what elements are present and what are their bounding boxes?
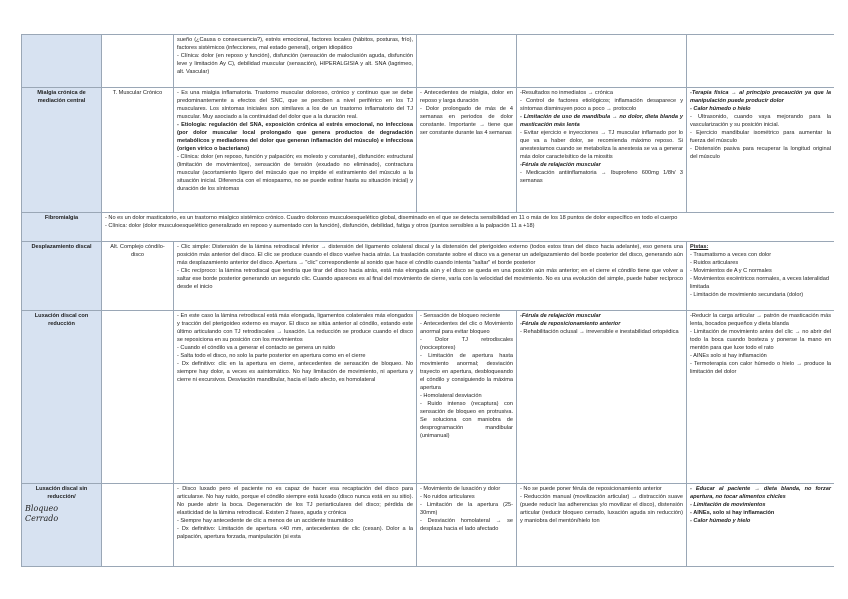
text-line: - Salta todo el disco, no solo la parte posterior en apertura como en el cierre bbox=[177, 353, 366, 359]
text-line: - En este caso la lámina retrodiscal está más elongada, ligamentos colaterales más elongados y tracción del pterigoideo externo es mayor. El disco se sitúa anterior al cóndilo, estando este último articulando con TJ retrodiscales → luxación. La reducción se produce cuando el disco se reposiciona en su posición con los movimientos bbox=[177, 313, 413, 343]
text-line: - Evitar ejercicio e inyecciones → TJ muscular inflamado por lo que va a haber dolor, se recomienda máximo reposo. Si anestesiamos cuando se metaboliza la anestesia se va a generar más dolor caracteísitico de la miositis bbox=[520, 130, 683, 160]
therapy-cell: -Reducir la carga articular → patrón de masticación más lenta, bocados pequeños y dieta blanda - Limitación de movimiento antes del clic → no abrir del todo la boca cuando bosteza y ponerse la mano en mentón para que luxe todo el rato - AINEs solo si hay inflamación - Termoterapia con calor húmedo o hielo → produce la limitación del dolor bbox=[687, 311, 835, 484]
text-line: - Limitación de movimientos bbox=[690, 502, 766, 508]
therapy-cell bbox=[687, 242, 835, 311]
description-cell bbox=[102, 213, 835, 242]
text-line: - Etiología: regulación del SNA, exposición crónica al estrés emocional, no infecciosa (por dolor muscular local prolongado que genera productos de degradación metabólicos y mediadores del dolor que generan inflamación del músculo) e infecciosa (origen vírico o bacteriano) bbox=[177, 122, 413, 152]
text-line: - Disco luxado pero el paciente no es capaz de hacer esa recaptación del disco para articularse. No hay ruido, porque el cóndilo siempre está luxado (disco nunca está en su sitio). No puede abrir la boca. Degeneración de los TJ periarticulares del disco; pérdida de elasticidad de la lámina retrodiscal. Existen 2 fases, aguda y crónica bbox=[177, 486, 413, 516]
text-line: - Cuando el cóndilo va a generar el contacto se genera un ruido bbox=[177, 345, 335, 351]
text-line: - Medicación antiinflamatoria → Ibuprofeno 600mg 1/8h/ 3 semanas bbox=[520, 170, 683, 184]
text-line: sueño (¿Causa o consecuencia?), estrés emocional, factores locales (hábitos, posturas, frío), factores sistémicos (infecciones, mal estado general), origen idiopático bbox=[177, 37, 413, 51]
text-line: - Calor húmedo o hielo bbox=[690, 106, 751, 112]
table-row bbox=[22, 88, 835, 213]
text-line: - Dx definitivo: clic en la apertura en cierre, antecedentes de sensación de bloqueo. No siempre hay dolor, a veces es asintomático. No hay limitación de movimiento, ni apertura y cierre ni excursivos. Desviación mandibular, hacia el lado afecto, es homolateral bbox=[177, 361, 413, 383]
text-line: - Traumatismo a veces con dolor - Ruidos articulares - Movimientos de A y C normales - Movimientos excéntricos normales, a veces lateralidad limitada - Limitación de movimiento secundaria (dolor) bbox=[690, 252, 829, 298]
text-line: - Control de factores etiológicos; inflamación desaparece y síntomas disminuyen poco a poco → protocolo bbox=[520, 98, 683, 112]
text-line: - Clínica: dolor (dolor musculoesquelético generalizado en reposo y aumentado con la función), disfunción, debilidad, fatiga y otros (puntos sensibles a la palpación 11 a +18) bbox=[105, 223, 535, 229]
row-subtitle-cell bbox=[102, 484, 174, 567]
therapy-cell bbox=[687, 88, 835, 213]
text-line: - Ejercicio mandibular isométrico para aumentar la fuerza del músculo bbox=[690, 130, 831, 144]
text-line: Pistas: bbox=[690, 244, 709, 250]
text-line: - Ultrasonido, cuando vaya mejorando para la vascularización y su posición inicial. bbox=[690, 114, 831, 128]
row-title-cell: Desplazamiento discal bbox=[22, 242, 102, 311]
text-line: - Calor húmedo y hielo bbox=[690, 518, 751, 524]
document-page bbox=[21, 34, 834, 594]
diagnosis-cell bbox=[417, 35, 517, 88]
text-line: -Férula de reposicionamiento anterior bbox=[520, 321, 621, 327]
row-subtitle-cell: T. Muscular Crónico bbox=[102, 88, 174, 213]
text-line: - Siempre hay antecedente de clic a menos de un accidente traumático bbox=[177, 518, 354, 524]
text-line: -Férula de relajación muscular bbox=[520, 313, 601, 319]
text-line: - AINEs, solo si hay inflamación bbox=[690, 510, 775, 516]
description-cell bbox=[174, 35, 417, 88]
text-line: - Rehabilitación oclusal → irreversible e inestabilidad ortopédica bbox=[520, 329, 679, 335]
row-title-text: Luxación discal sin reducción/ bbox=[35, 486, 88, 500]
text-line: - No es un dolor masticatorio, es un trastorno mialgico sistémico crónico. Cuadro doloroso musculoesquelético global, diseminado en el que se detecta sensibilidad en 11 o más de los 18 puntos de dolor específico en todo el cuerpo bbox=[105, 215, 678, 221]
handwritten-word: Cerrado bbox=[25, 514, 59, 523]
row-title-cell: Luxación discal con reducción bbox=[22, 311, 102, 484]
text-line: - Es una mialgia inflamatoria. Trastorno muscular doloroso, crónico y continuo que se debe predominantemente a efectos del SNC, que se perciben a nivel periférico en los TJ musculares. Los síntomas iniciales son similares a los de un trastorno inflamatorio del TJ muscular. Muy asociado a la continuidad del dolor que a la duración real. bbox=[177, 90, 413, 120]
tmj-disorders-table bbox=[21, 34, 834, 567]
treatment-cell bbox=[517, 311, 687, 484]
row-title-cell bbox=[22, 484, 102, 567]
description-cell bbox=[174, 484, 417, 567]
text-line: - Distensión pasiva para recuperar la longitud original del músculo bbox=[690, 146, 831, 160]
text-line: -Férula de relajación muscular bbox=[520, 162, 601, 168]
row-subtitle-cell bbox=[102, 311, 174, 484]
text-line: - Limitación de uso de mandíbula → no dolor, dieta blanda y masticación más lenta bbox=[520, 114, 683, 128]
treatment-cell bbox=[517, 88, 687, 213]
treatment-cell: - No se puede poner férula de reposicionamiento anterior - Reducción manual (movilización articular) → distracción suave (puede reducir las adherencias y/o movilizar el disco), distensión articular (reducir bloqueo cerrado, luxación aguda sin reducción) y maniobra del mentón/hielo ton bbox=[517, 484, 687, 567]
row-title-cell: Fibromialgia bbox=[22, 213, 102, 242]
row-title-cell: Mialgia crónica de mediación central bbox=[22, 88, 102, 213]
text-line: - Clic recíproco: la lámina retrodiscal que tendría que tirar del disco hacia atrás, está más elongada aún y el disco se queda en una posición aún más anterior; en el cierre el cóndilo tiene que volver a saltar ese borde posterior generando un segundo clic. Cuando apareces es al final del movimiento de cierre, varía con la velocidad del movimiento. No es una evolución del simple, puede haber recíproco desde el inicio bbox=[177, 268, 683, 290]
row-subtitle-cell bbox=[102, 35, 174, 88]
handwritten-note bbox=[25, 504, 98, 524]
diagnosis-cell: - Movimiento de luxación y dolor - No ruidos articulares - Limitación de la apertura (25-30mm) - Desviación homolateral → se desplaza hacia el lado afectado bbox=[417, 484, 517, 567]
text-line: -Terapia física → al principio precaución ya que la manipulación puede producir dolor bbox=[690, 90, 831, 104]
treatment-cell bbox=[517, 35, 687, 88]
therapy-cell bbox=[687, 484, 835, 567]
text-line: - Dx definitivo: Limitación de apertura <40 mm, antecedentes de clic (cesan). Dolor a la palpación, apertura forzada, manipulación (si esta bbox=[177, 526, 413, 540]
text-line: - Clínica: dolor (en reposo, función y palpación; es molesto y constante), disfunción: estructural (limitación de movimientos), sensación de tensión (exudado no eliminado), contractura muscular (acortamiento ligero del músculo que no impide el estiramiento del músculo a la situación inicial. Diferencia con el miospasmo, no se puede estirar hasta su situación inicial) y duración de los síntomas bbox=[177, 154, 413, 192]
table-row bbox=[22, 35, 835, 88]
table-row bbox=[22, 213, 835, 242]
description-cell bbox=[174, 242, 687, 311]
table-row bbox=[22, 484, 835, 567]
text-line: - Clínica: dolor (en reposo y función), disfunción (sensación de maloclusión aguda, disfunción leve y limitación Ay C), debilidad muscular (sensación), HIPERALGISIA y alt. SNA (lagrimeo, alt. Vascular) bbox=[177, 53, 413, 75]
diagnosis-cell: - Antecedentes de mialgia, dolor en reposo y larga duración - Dolor prolongado de más de 4 semanas en periodos de dolor constante. Importante → tiene que ser constante durante las 4 semanas bbox=[417, 88, 517, 213]
text-line: - Clic simple: Distensión de la lámina retrodiscal inferior → distensión del ligamento colateral discal y la distensión del pterigoideo externo (todos estos tiran del disco hacia adelante), eso genera una posición más anterior del disco. El clic se produce cuando el disco vuelve hacia atrás. La traslación constante sobre el disco va a generar un adelgazamiento del borde posterior del disco, generando aún más desplazamiento anterior del disco. Apertura → "clic" correspondiente al sonido que hace el cóndilo cuando intenta "saltar" el borde posterior bbox=[177, 244, 683, 266]
handwritten-word: Bloqueo bbox=[25, 504, 59, 513]
description-cell bbox=[174, 88, 417, 213]
description-cell bbox=[174, 311, 417, 484]
row-subtitle-cell: Alt. Complejo cóndilo-disco bbox=[102, 242, 174, 311]
table-row bbox=[22, 242, 835, 311]
row-title-cell bbox=[22, 35, 102, 88]
diagnosis-cell: - Sensación de bloqueo reciente - Antecedentes del clic o Movimiento anormal para evitar bloqueo - Dolor TJ retrodiscales (nociceptores) - Limitación de apertura hasta movimiento anormal; desviación trayecto en apertura, desbloqueando el cóndilo y consiguiendo la máxima apertura - Homolateral desviación - Ruido intenso (recaptura) con sensación de bloqueo en protrusiva. Se soluciona con maniobra de desprogramación mandibular (unimanual) bbox=[417, 311, 517, 484]
text-line: -Resultados no inmediatos → crónica bbox=[520, 90, 613, 96]
text-line: - Educar al paciente → dieta blanda, no forzar apertura, no tocar alimentos chicles bbox=[690, 486, 831, 500]
table-row bbox=[22, 311, 835, 484]
therapy-cell bbox=[687, 35, 835, 88]
